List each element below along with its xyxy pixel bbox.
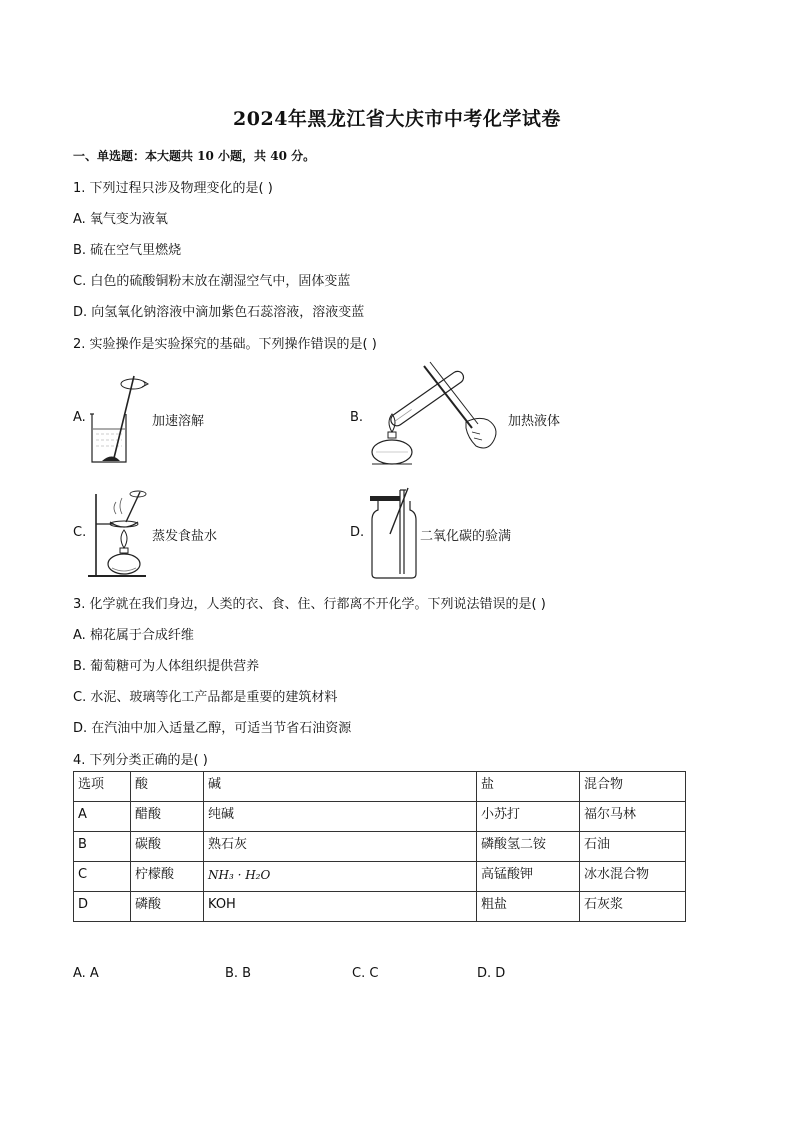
- table-header-cell: 酸: [131, 772, 204, 802]
- q1-option-c: C. 白色的硫酸铜粉末放在潮湿空气中，固体变蓝: [73, 274, 351, 289]
- table-cell: C: [74, 862, 131, 892]
- q2-option-d-letter: D.: [350, 525, 365, 540]
- q3-option-d: D. 在汽油中加入适量乙醇，可适当节省石油资源: [73, 721, 352, 736]
- evaporating-dish-figure: [86, 484, 152, 580]
- table-header-cell: 选项: [74, 772, 131, 802]
- table-cell: A: [74, 802, 131, 832]
- table-cell: 柠檬酸: [131, 862, 204, 892]
- q3-option-b: B. 葡萄糖可为人体组织提供营养: [73, 659, 260, 674]
- table-cell: B: [74, 832, 131, 862]
- q2-option-a-text: 加速溶解: [152, 414, 205, 429]
- q1-stem: 1. 下列过程只涉及物理变化的是( ): [73, 181, 273, 196]
- table-cell: 熟石灰: [204, 832, 477, 862]
- stirring-beaker-figure: [86, 372, 152, 468]
- table-cell: 磷酸: [131, 892, 204, 922]
- q4-answer-d: D. D: [477, 966, 506, 981]
- gas-bottle-figure: [366, 484, 422, 580]
- table-cell: 冰水混合物: [580, 862, 686, 892]
- table-cell: 小苏打: [477, 802, 580, 832]
- q2-stem: 2. 实验操作是实验探究的基础。下列操作错误的是( ): [73, 337, 377, 352]
- table-cell-formula: NH₃ · H₂O: [204, 862, 477, 892]
- table-header-row: [74, 772, 686, 802]
- q1-option-b: B. 硫在空气里燃烧: [73, 243, 182, 258]
- table-cell: 磷酸氢二铵: [477, 832, 580, 862]
- q1-option-a: A. 氧气变为液氧: [73, 212, 168, 227]
- q2-option-b-letter: B.: [350, 410, 364, 425]
- table-header-cell: 混合物: [580, 772, 686, 802]
- q2-option-a-letter: A.: [73, 410, 86, 425]
- q4-answer-a: A. A: [73, 966, 99, 981]
- q3-option-c: C. 水泥、玻璃等化工产品都是重要的建筑材料: [73, 690, 338, 705]
- q4-answer-c: C. C: [352, 966, 379, 981]
- section-heading: 一、单选题：本大题共 10 小题，共 40 分。: [73, 149, 316, 163]
- table-row: [74, 892, 686, 922]
- table-header-cell: 碱: [204, 772, 477, 802]
- table-cell: 高锰酸钾: [477, 862, 580, 892]
- q3-option-a: A. 棉花属于合成纤维: [73, 628, 194, 643]
- q2-option-d-text: 二氧化碳的验满: [420, 529, 512, 544]
- table-row: [74, 832, 686, 862]
- q4-answer-b: B. B: [225, 966, 252, 981]
- q1-option-d: D. 向氢氧化钠溶液中滴加紫色石蕊溶液，溶液变蓝: [73, 305, 365, 320]
- table-cell: 福尔马林: [580, 802, 686, 832]
- table-row: [74, 862, 686, 892]
- table-cell: 纯碱: [204, 802, 477, 832]
- q3-stem: 3. 化学就在我们身边，人类的衣、食、住、行都离不开化学。下列说法错误的是( ): [73, 597, 546, 612]
- table-cell: 粗盐: [477, 892, 580, 922]
- q2-option-c-text: 蒸发食盐水: [152, 529, 218, 544]
- table-cell: 石油: [580, 832, 686, 862]
- table-cell: KOH: [204, 892, 477, 922]
- table-header-cell: 盐: [477, 772, 580, 802]
- table-row: [74, 802, 686, 832]
- table-cell: 醋酸: [131, 802, 204, 832]
- q2-option-c-letter: C.: [73, 525, 87, 540]
- table-cell: D: [74, 892, 131, 922]
- table-cell: 碳酸: [131, 832, 204, 862]
- classification-table: [73, 771, 686, 922]
- heating-test-tube-figure: [368, 358, 508, 476]
- table-cell: 石灰浆: [580, 892, 686, 922]
- q4-stem: 4. 下列分类正确的是( ): [73, 753, 208, 768]
- q2-option-b-text: 加热液体: [508, 414, 561, 429]
- exam-title: 2024年黑龙江省大庆市中考化学试卷: [233, 108, 561, 130]
